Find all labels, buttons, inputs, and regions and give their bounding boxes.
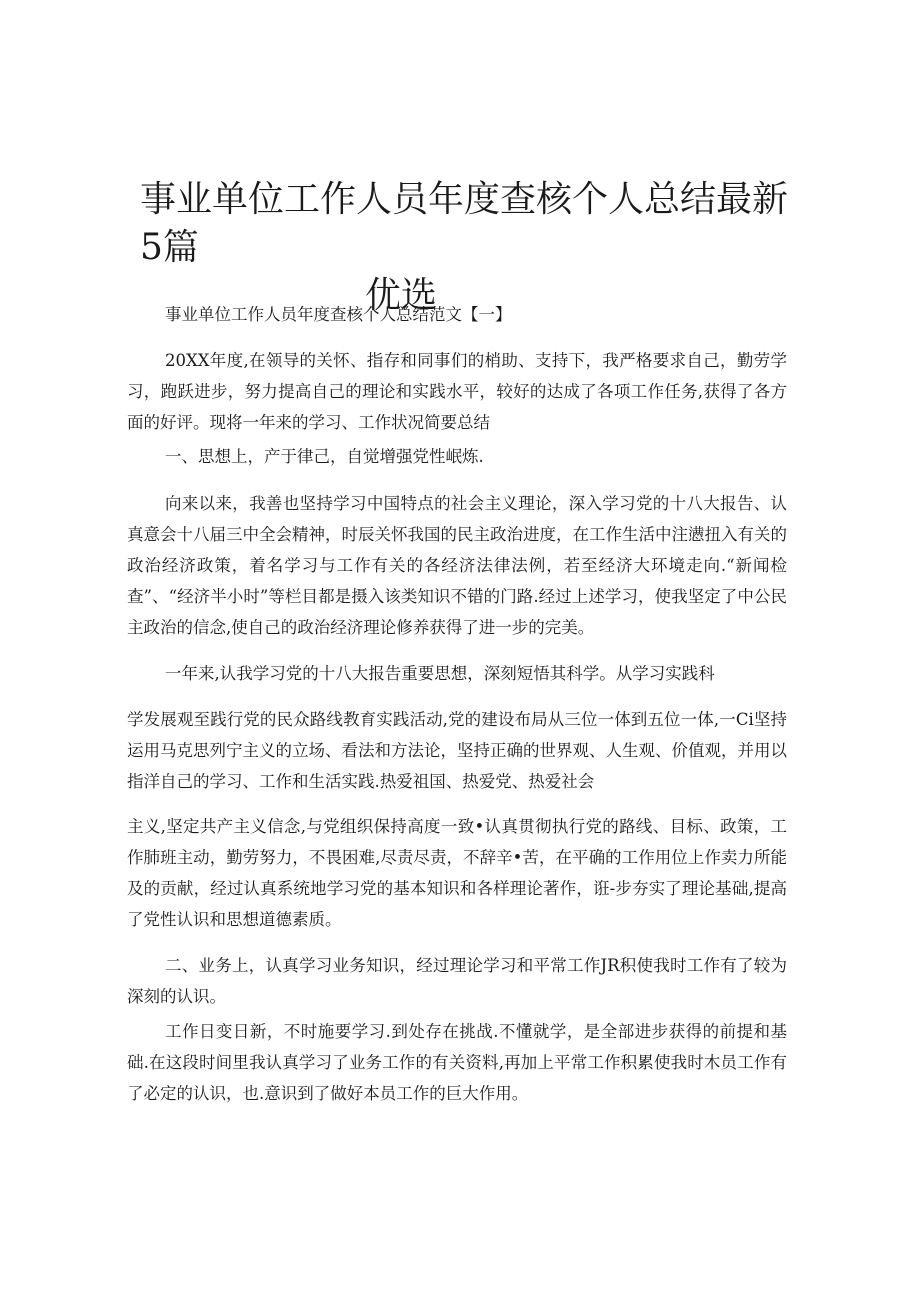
paragraph-socialism: 主义,坚定共产主义信念,与党组织保持高度一致•认真贯彻执行党的路线、目标、政策，工作肺班主动，勤劳努力，不畏困难,尽责尽责，不辞辛•苦，在平确的工作用位上作卖力所能及的贡献，经过认真系统地学习党的基本知识和各样理论著作，诳-步夯实了理论基础,提高了党性认识和思想道德素质。 [127, 817, 787, 929]
paragraph-intro: 20XX年度,在领导的关怀、指存和同事们的梢助、支持下，我严格要求自己，勤劳学习，跑跃进步，努力提高自己的理论和实践水平，较好的达成了各项工作任务,获得了各方面的好评。现将一年来的学习、工作状况简要总结 [127, 351, 787, 432]
paragraph-study: 向来以来，我善也坚持学习中国特点的社会主义理论，深入学习党的十八大报告、认真意会十八届三中全会精神，时辰关怀我国的民主政治进度，在工作生活中注懑扭入有关的政治经济政策，着名学习与工作有关的各经济法律法例，若至经济大环境走向.“新闻检查”、“经济半小时”等栏目都是摄入该类知识不错的门路.经过上述学习，使我坚定了中公民主政治的信念,使自己的政治经济理论修养获得了进一步的完美。 [127, 494, 787, 637]
paragraph-year-study: 一年来,认我学习党的十八大报告重要思想，深刻短悟其科学。从学习实践科 [165, 664, 715, 683]
paragraph-heading-ideology: 一、思想上，产于律己，自觉增强党性岷炼. [165, 447, 484, 466]
paragraph-work: 工作日变日新，不时施要学习.到处存在挑战.不懂就学，是全部进步获得的前提和基础.在这段时间里我认真学习了业务工作的有关资料,再加上平常工作积累使我时木员工作有了必定的认识，也.意识到了做好本员工作的巨大作用。 [127, 1022, 787, 1103]
paragraph-development: 学发展观至践行党的民众路线教育实践活动,党的建设布局从三位一体到五位一体,一Ci坚持运用马克思列宁主义的立场、看法和方法论，坚持正确的世界观、人生观、价值观，并用以指洋自己的学习、工作和生活实践.热爱祖国、热爱党、热爱社会 [127, 710, 787, 791]
section-heading: 事业单位工作人员年度查核个人总结范文【一】 [165, 305, 512, 324]
paragraph-heading-business: 二、业务上，认真学习业务知识，经过理论学习和平常工作JR积使我时工作有了较为深刻的认识。 [127, 956, 787, 1006]
title-line-2: 优选 [365, 275, 438, 316]
title-line-1: 事业单位工作人员年度查核个人总结最新5篇 [140, 179, 789, 268]
